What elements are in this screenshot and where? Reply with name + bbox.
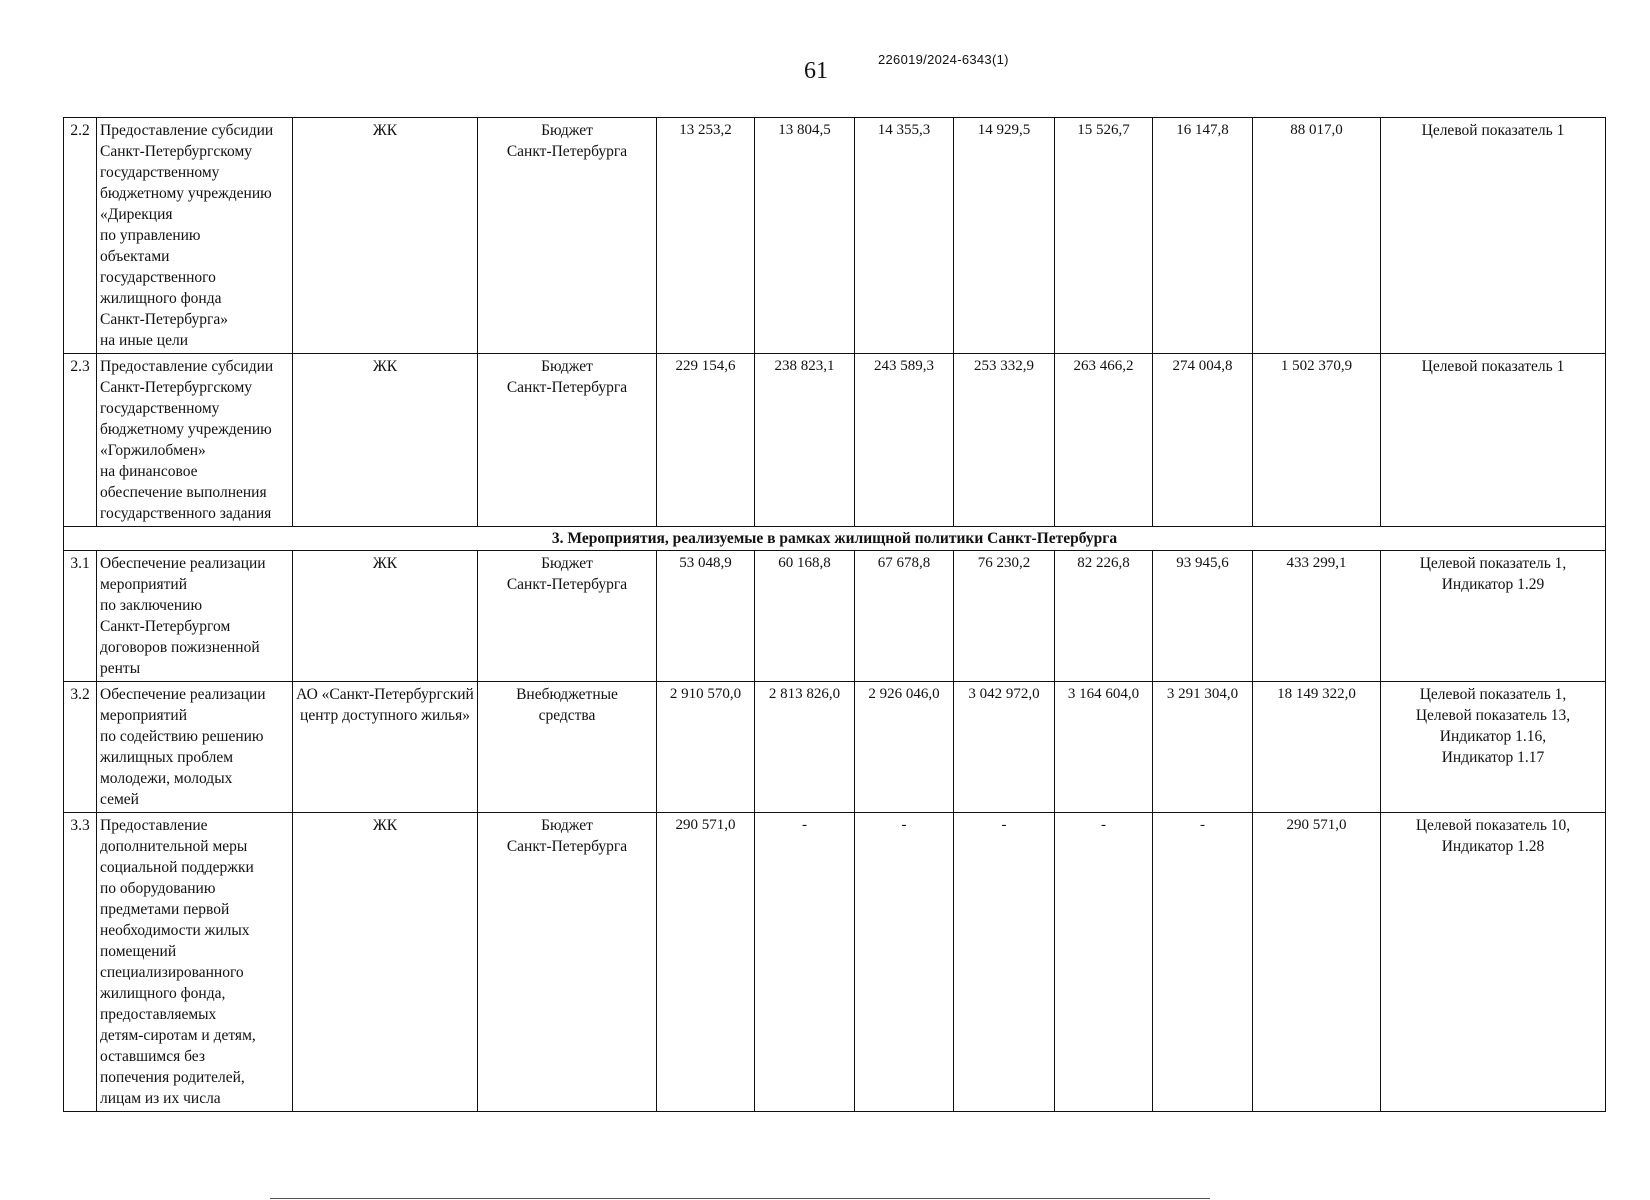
indicators: Целевой показатель 10, Индикатор 1.28 [1381, 813, 1606, 1112]
year-value: 3 291 304,0 [1153, 682, 1253, 813]
year-value: 16 147,8 [1153, 118, 1253, 354]
executor: ЖК [293, 118, 478, 354]
year-value: 15 526,7 [1055, 118, 1153, 354]
year-value: - [755, 813, 855, 1112]
funding-source: Бюджет Санкт-Петербурга [478, 551, 657, 682]
scan-edge-line [270, 1198, 1210, 1199]
year-value: 14 355,3 [855, 118, 954, 354]
year-value: 82 226,8 [1055, 551, 1153, 682]
table-row [64, 118, 1606, 354]
year-value: 76 230,2 [954, 551, 1055, 682]
row-number: 3.2 [64, 682, 97, 813]
funding-source: Бюджет Санкт-Петербурга [478, 813, 657, 1112]
year-value: 263 466,2 [1055, 354, 1153, 527]
section-title: 3. Мероприятия, реализуемые в рамках жилищной политики Санкт-Петербурга [64, 527, 1606, 551]
total-value: 290 571,0 [1253, 813, 1381, 1112]
activity-name: Обеспечение реализации мероприятий по заключению Санкт-Петербургом договоров пожизненной ренты [97, 551, 293, 682]
funding-source: Бюджет Санкт-Петербурга [478, 354, 657, 527]
year-value: 229 154,6 [657, 354, 755, 527]
table-row [64, 682, 1606, 813]
activity-name: Предоставление субсидии Санкт-Петербургскому государственному бюджетному учреждению «Дирекция по управлению объектами государственного жилищного фонда Санкт-Петербурга» на иные цели [97, 118, 293, 354]
indicators: Целевой показатель 1, Индикатор 1.29 [1381, 551, 1606, 682]
year-value: 13 804,5 [755, 118, 855, 354]
year-value: 14 929,5 [954, 118, 1055, 354]
section-header-row [64, 527, 1606, 551]
total-value: 88 017,0 [1253, 118, 1381, 354]
row-number: 2.2 [64, 118, 97, 354]
table-row [64, 813, 1606, 1112]
year-value: - [1153, 813, 1253, 1112]
year-value: 13 253,2 [657, 118, 755, 354]
funding-source: Бюджет Санкт-Петербурга [478, 118, 657, 354]
indicators: Целевой показатель 1, Целевой показатель 13, Индикатор 1.16, Индикатор 1.17 [1381, 682, 1606, 813]
executor: ЖК [293, 551, 478, 682]
executor: ЖК [293, 354, 478, 527]
row-number: 2.3 [64, 354, 97, 527]
row-number: 3.1 [64, 551, 97, 682]
row-number: 3.3 [64, 813, 97, 1112]
year-value: 3 042 972,0 [954, 682, 1055, 813]
year-value: - [1055, 813, 1153, 1112]
executor: ЖК [293, 813, 478, 1112]
year-value: 253 332,9 [954, 354, 1055, 527]
total-value: 1 502 370,9 [1253, 354, 1381, 527]
activity-name: Предоставление дополнительной меры социальной поддержки по оборудованию предметами первой необходимости жилых помещений специализированного жилищного фонда, предоставляемых детям-сиротам и детям, оставшимся без попечения родителей, лицам из их числа [97, 813, 293, 1112]
executor: АО «Санкт-Петербургский центр доступного жилья» [293, 682, 478, 813]
year-value: 2 813 826,0 [755, 682, 855, 813]
program-table [63, 117, 1606, 1112]
page-number: 61 [804, 58, 828, 84]
year-value: 53 048,9 [657, 551, 755, 682]
total-value: 18 149 322,0 [1253, 682, 1381, 813]
year-value: 60 168,8 [755, 551, 855, 682]
year-value: 238 823,1 [755, 354, 855, 527]
funding-source: Внебюджетные средства [478, 682, 657, 813]
activity-name: Обеспечение реализации мероприятий по содействию решению жилищных проблем молодежи, молодых семей [97, 682, 293, 813]
year-value: 2 926 046,0 [855, 682, 954, 813]
indicators: Целевой показатель 1 [1381, 118, 1606, 354]
year-value: 67 678,8 [855, 551, 954, 682]
activity-name: Предоставление субсидии Санкт-Петербургскому государственному бюджетному учреждению «Горжилобмен» на финансовое обеспечение выполнения государственного задания [97, 354, 293, 527]
year-value: - [855, 813, 954, 1112]
year-value: 2 910 570,0 [657, 682, 755, 813]
year-value: - [954, 813, 1055, 1112]
indicators: Целевой показатель 1 [1381, 354, 1606, 527]
year-value: 93 945,6 [1153, 551, 1253, 682]
total-value: 433 299,1 [1253, 551, 1381, 682]
year-value: 290 571,0 [657, 813, 755, 1112]
year-value: 274 004,8 [1153, 354, 1253, 527]
year-value: 3 164 604,0 [1055, 682, 1153, 813]
document-code: 226019/2024-6343(1) [878, 52, 1009, 67]
table-row [64, 354, 1606, 527]
year-value: 243 589,3 [855, 354, 954, 527]
table-row [64, 551, 1606, 682]
